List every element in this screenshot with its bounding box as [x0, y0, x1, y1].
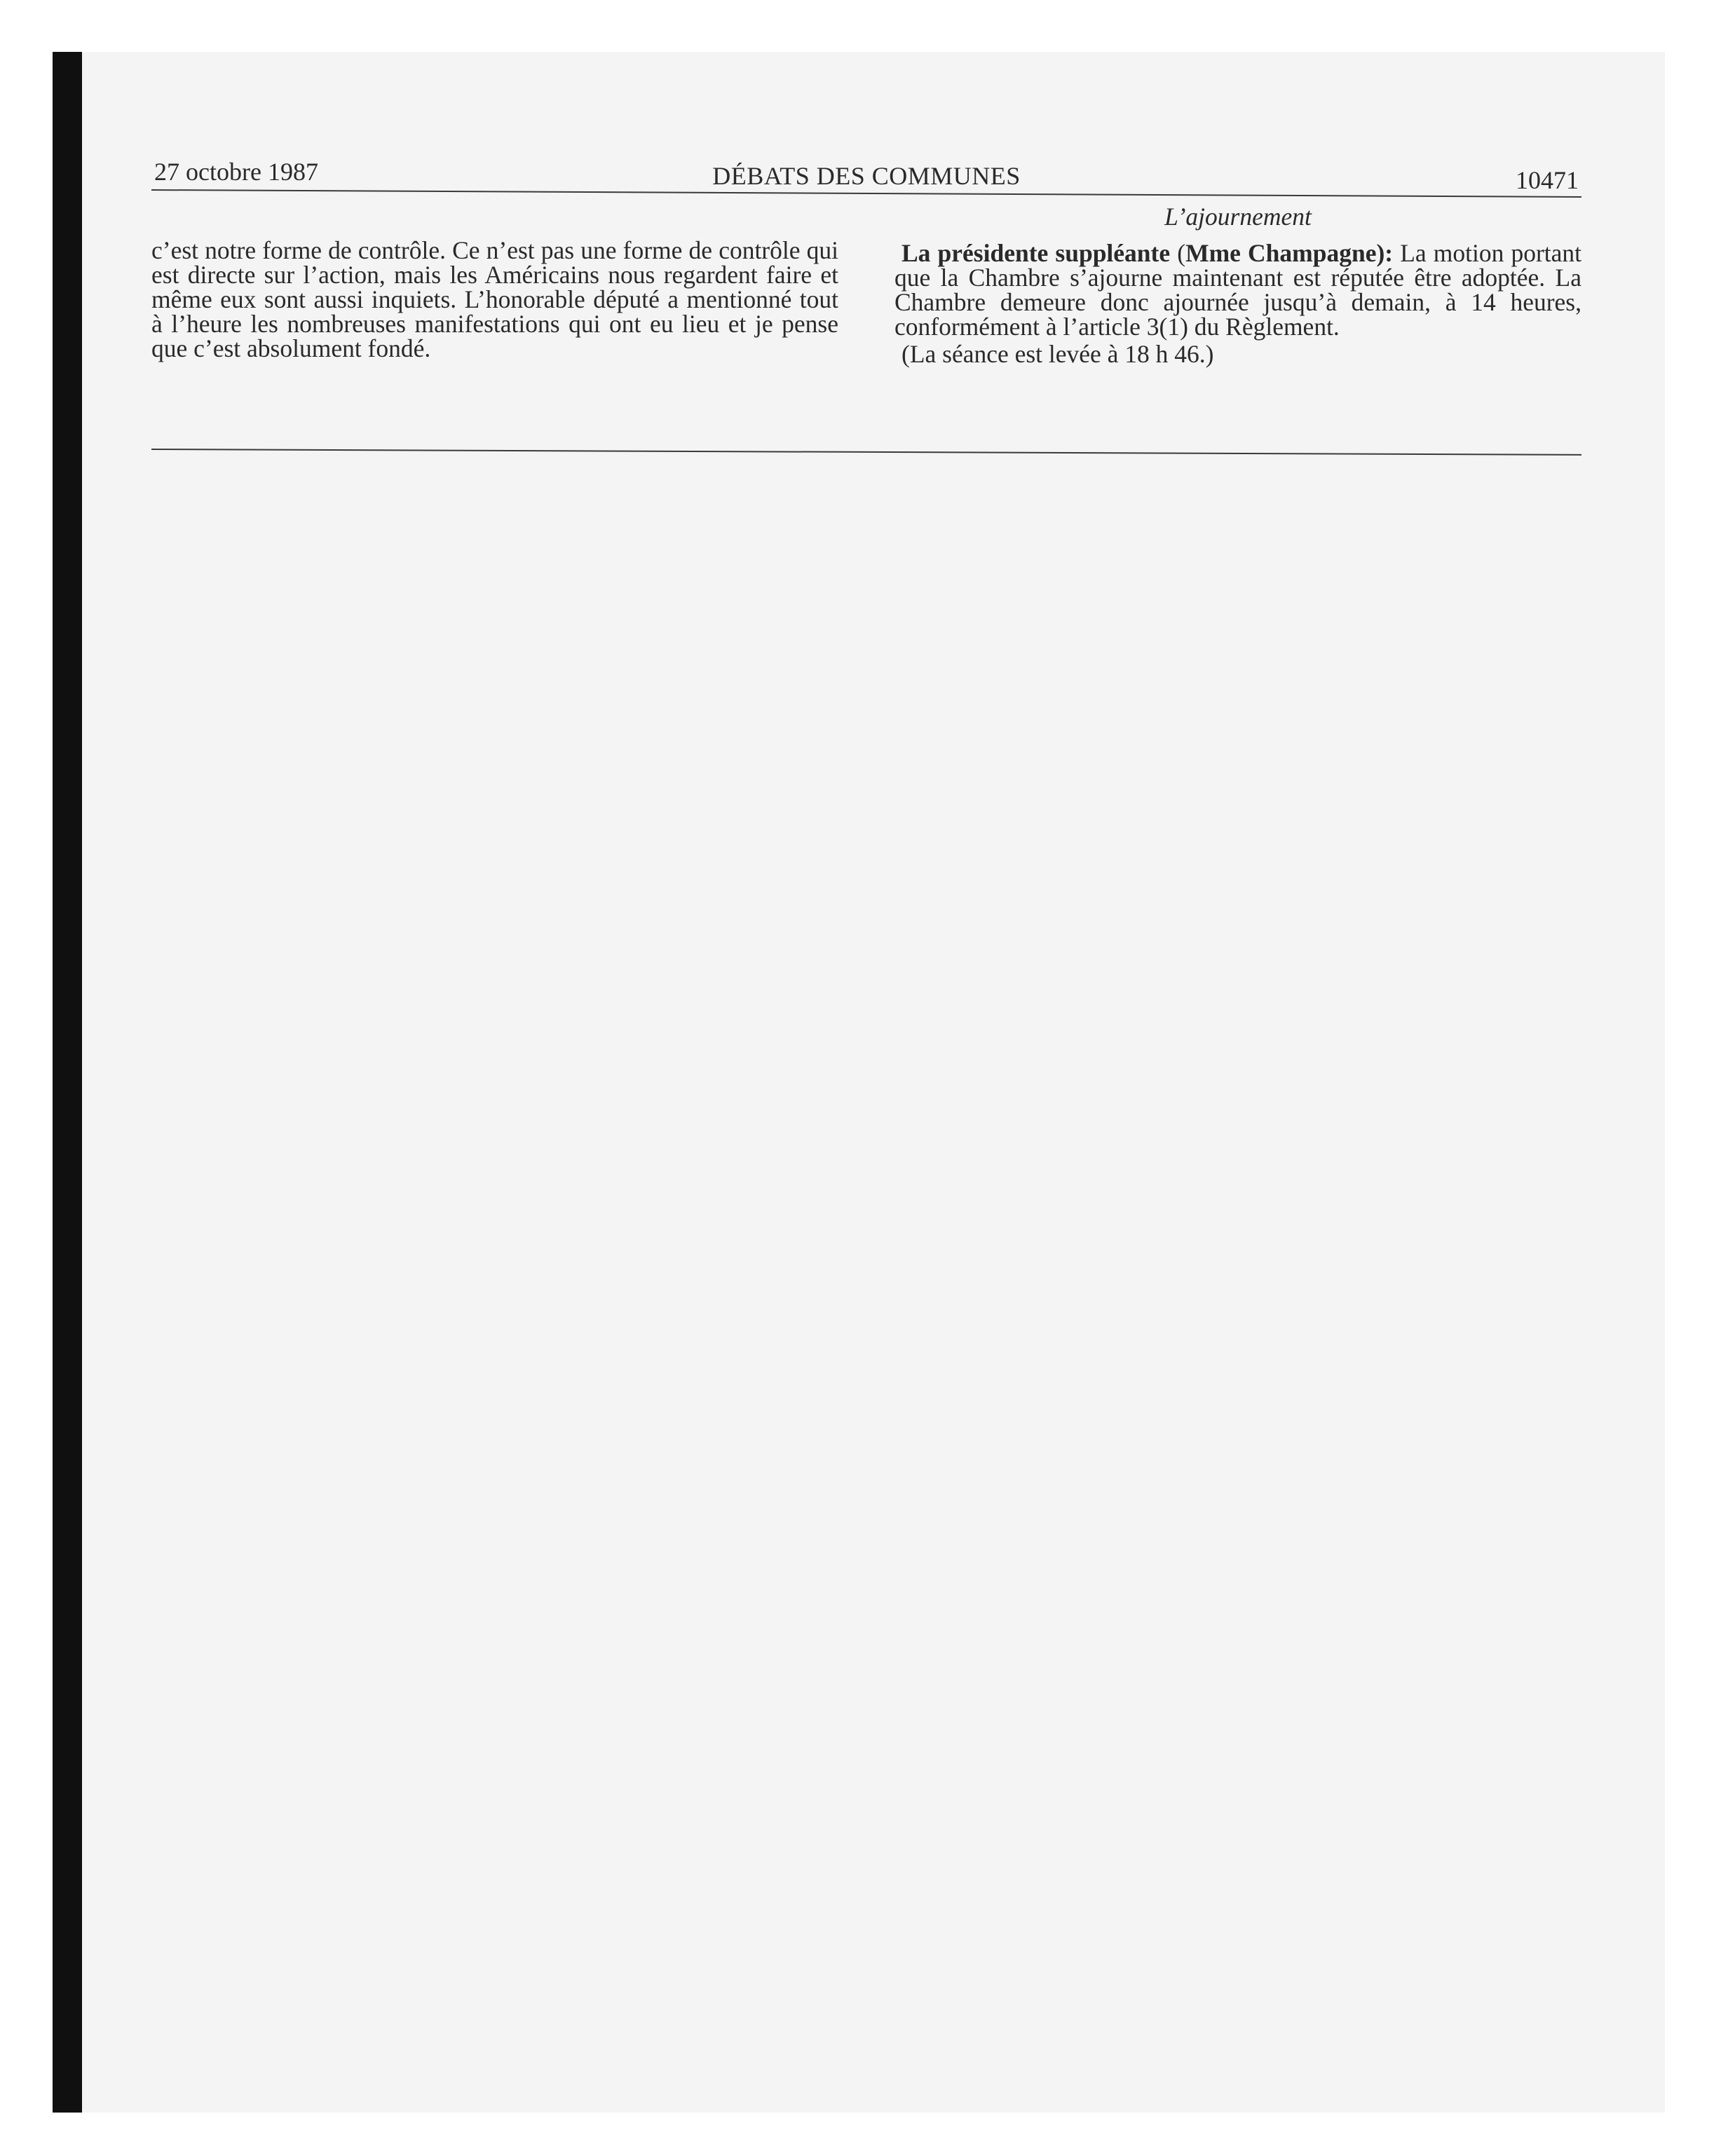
page-content [151, 156, 1581, 367]
header-title: DÉBATS DES COMMUNES [712, 162, 1021, 190]
closing-note: (La séance est levée à 18 h 46.) [901, 340, 1214, 368]
speaker-role: La présidente suppléante [901, 239, 1171, 267]
header-date: 27 octobre 1987 [154, 158, 318, 186]
binding-edge [53, 52, 82, 2113]
speaker-name-close: ): [1376, 239, 1394, 267]
speaker-name: Mme Champagne [1185, 239, 1377, 267]
running-header [151, 156, 1581, 194]
text-columns [151, 203, 1581, 367]
speaker-statement: La motion portant que la Chambre s’ajourne maintenant est réputée être adoptée. La Chambre demeure donc ajournée jusqu’à demain, à 14 heures, conformément à l’article 3(1) du Règlement. [894, 239, 1582, 341]
right-column [894, 203, 1581, 367]
speaker-name-open: ( [1170, 239, 1186, 267]
speaker-paragraph [894, 241, 1581, 339]
left-paragraph: c’est notre forme de contrôle. Ce n’est pas une forme de contrôle qui est directe sur l’action, mais les Américains nous regardent faire et même eux sont aussi inquiets. L’honorable député a mentionné tout à l’heure les nombreuses manifestations qui ont eu lieu et je pense que c’est absolument fondé. [151, 236, 838, 362]
left-column [151, 203, 838, 367]
section-heading: L’ajournement [1164, 203, 1312, 231]
header-page-number: 10471 [1516, 166, 1579, 194]
